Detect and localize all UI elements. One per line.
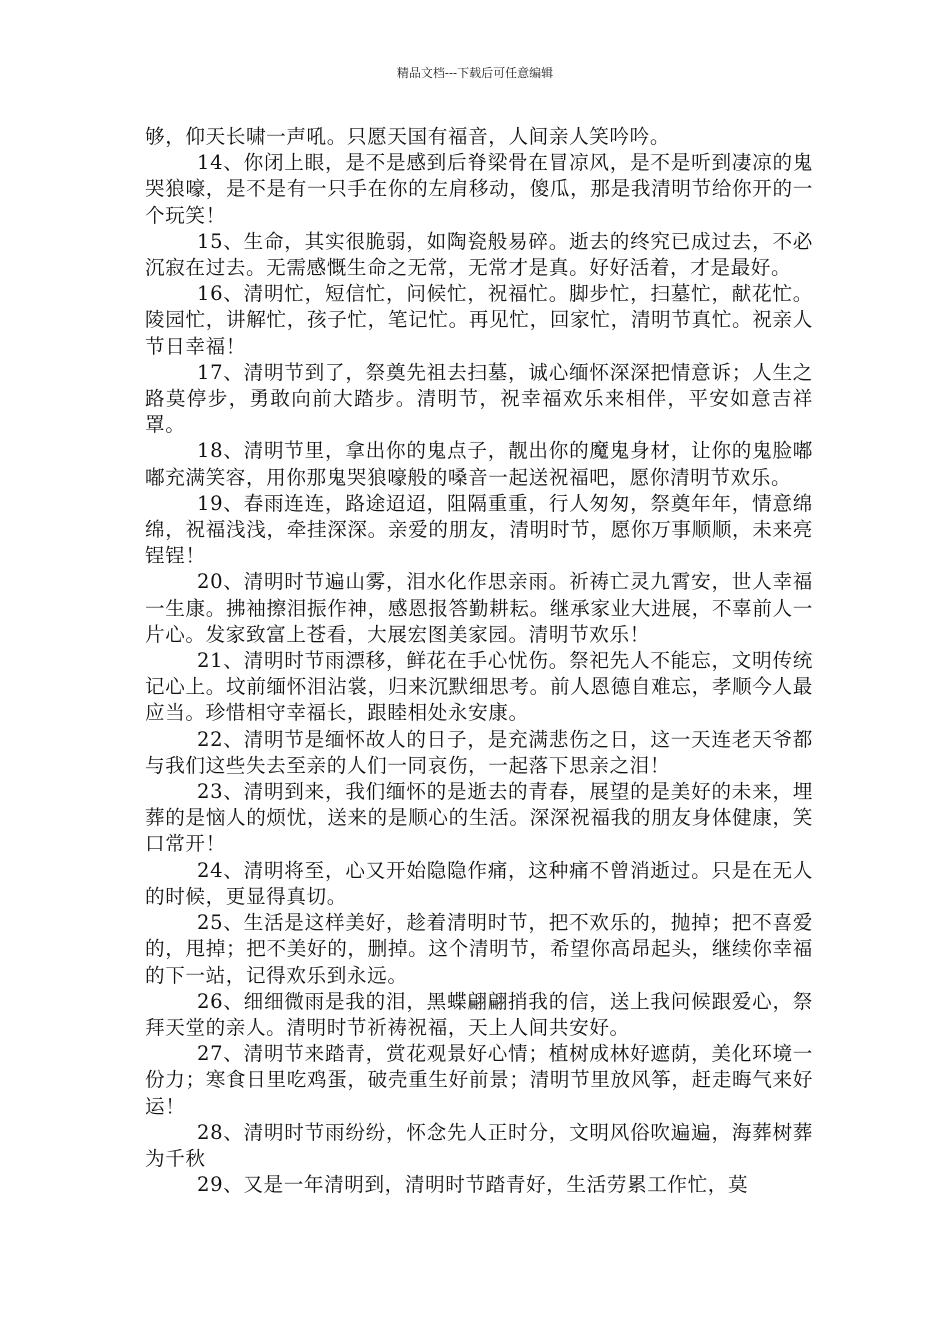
paragraph-25: 25、生活是这样美好，趁着清明时节，把不欢乐的，抛掉；把不喜爱的，甩掉；把不美好的，删掉。这个清明节，希望你高昂起头，继续你幸福的下一站，记得欢乐到永远。	[145, 911, 813, 987]
paragraph-19: 19、春雨连连，路途迢迢，阻隔重重，行人匆匆，祭奠年年，情意绵绵，祝福浅浅，牵挂深深。亲爱的朋友，清明时节，愿你万事顺顺，未来亮锃锃！	[145, 491, 813, 568]
paragraph-27: 27、清明节来踏青，赏花观景好心情；植树成林好遮荫，美化环境一份力；寒食日里吃鸡蛋，破壳重生好前景；清明节里放风筝，赶走晦气来好运！	[145, 1042, 813, 1118]
paragraph-18: 18、清明节里，拿出你的鬼点子，靓出你的魔鬼身材，让你的鬼脸嘟嘟充满笑容，用你那鬼哭狼嚎般的嗓音一起送祝福吧，愿你清明节欢乐。	[145, 439, 813, 489]
paragraph-29: 29、又是一年清明到，清明时节踏青好，生活劳累工作忙，莫	[197, 1173, 749, 1197]
paragraph-24: 24、清明将至，心又开始隐隐作痛，这种痛不曾消逝过。只是在无人的时候，更显得真切。	[145, 858, 813, 908]
paragraph-continuation: 够，仰天长啸一声吼。只愿天国有福音，人间亲人笑吟吟。	[145, 125, 671, 148]
paragraph-28: 28、清明时节雨纷纷，怀念先人正时分，文明风俗吹遍遍，海葬树葬为千秋	[145, 1120, 813, 1170]
paragraph-17: 17、清明节到了，祭奠先祖去扫墓，诚心缅怀深深把情意诉；人生之路莫停步，勇敢向前大踏步。清明节，祝幸福欢乐来相伴，平安如意吉祥罩。	[145, 360, 813, 437]
paragraph-14: 14、你闭上眼，是不是感到后脊梁骨在冒凉风，是不是听到凄凉的鬼哭狼嚎，是不是有一只手在你的左肩移动，傻瓜，那是我清明节给你开的一个玩笑！	[145, 151, 813, 227]
page-header: 精品文档---下载后可任意编辑	[396, 66, 554, 80]
paragraph-16: 16、清明忙，短信忙，问候忙，祝福忙。脚步忙，扫墓忙，献花忙。陵园忙，讲解忙，孩子忙，笔记忙。再见忙，回家忙，清明节真忙。祝亲人节日幸福！	[145, 282, 813, 358]
paragraph-23: 23、清明到来，我们缅怀的是逝去的青春，展望的是美好的未来，埋葬的是恼人的烦忧，送来的是顺心的生活。深深祝福我的朋友身体健康，笑口常开！	[145, 780, 813, 856]
paragraph-22: 22、清明节是缅怀故人的日子，是充满悲伤之日，这一天连老天爷都与我们这些失去至亲的人们一同哀伤，一起落下思亲之泪！	[145, 727, 813, 777]
paragraph-21: 21、清明时节雨漂移，鲜花在手心忧伤。祭祀先人不能忘，文明传统记心上。坟前缅怀泪沾裳，归来沉默细思考。前人恩德自难忘，孝顺今人最应当。珍惜相守幸福长，跟睦相处永安康。	[145, 649, 813, 725]
paragraph-15: 15、生命，其实很脆弱，如陶瓷般易碎。逝去的终究已成过去，不必沉寂在过去。无需感慨生命之无常，无常才是真。好好活着，才是最好。	[145, 229, 813, 280]
document-body	[145, 124, 813, 1198]
paragraph-20: 20、清明时节遍山雾，泪水化作思亲雨。祈祷亡灵九霄安，世人幸福一生康。拂袖擦泪振作神，感恩报答勤耕耘。继承家业大进展，不辜前人一片心。发家致富上苍看，大展宏图美家园。清明节欢乐！	[145, 570, 813, 646]
paragraph-26: 26、细细微雨是我的泪，黑蝶翩翩捎我的信，送上我问候跟爱心，祭拜天堂的亲人。清明时节祈祷祝福，天上人间共安好。	[145, 989, 813, 1039]
